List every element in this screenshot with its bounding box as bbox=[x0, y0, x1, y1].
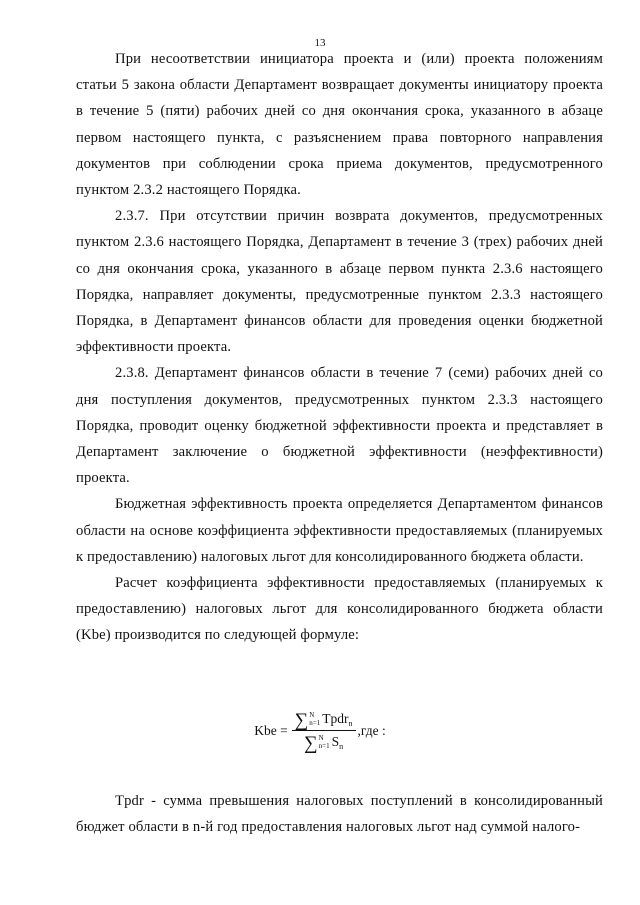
sum-lower-limit: n=1 bbox=[318, 742, 330, 750]
sum-symbol: ∑ bbox=[304, 732, 318, 754]
paragraph-2-3-7: 2.3.7. При отсутствии причин возврата документов, предусмотренных пунктом 2.3.6 настоящего Порядка, Департамент в течение 3 (трех) рабочих дней со дня окончания срока, указанного в абзаце первом пункта 2.3.6 настоящего Порядка, направляет документы, предусмотренные пунктом 2.3.3 настоящего Порядка, в Департамент финансов области для проведения оценки бюджетной эффективности проекта. bbox=[76, 208, 603, 356]
paragraph-tpdr-definition: Tpdr - сумма превышения налоговых поступлений в консолидированный бюджет области в n-й год предоставления налоговых льгот над суммой налого- bbox=[76, 793, 603, 836]
paragraph-2-3-8: 2.3.8. Департамент финансов области в течение 7 (семи) рабочих дней со дня поступления документов, предусмотренных пунктом 2.3.3 настоящего Порядка, проводит оценку бюджетной эффективности проекта и представляет в Департамент заключение о бюджетной эффективности (неэффективности) проекта. bbox=[76, 365, 603, 487]
page-number: 13 bbox=[314, 37, 326, 49]
paragraph-coefficient-calculation: Расчет коэффициента эффективности предоставляемых (планируемых к предоставлению) налоговых льгот для консолидированного бюджета области (Kbe) производится по следующей формуле: bbox=[76, 575, 603, 644]
sum-lower-limit: n=1 bbox=[309, 719, 321, 727]
sum-upper-limit: N bbox=[318, 734, 324, 742]
kbe-formula bbox=[0, 708, 640, 753]
sum-upper-limit: N bbox=[309, 711, 315, 719]
denominator-subscript: n bbox=[339, 741, 344, 751]
sum-symbol: ∑ bbox=[294, 709, 309, 731]
formula-tail: ,где : bbox=[357, 722, 386, 738]
paragraph-budget-efficiency: Бюджетная эффективность проекта определяется Департаментом финансов области на основе коэффициента эффективности предоставляемых (планируемых к предоставлению) налоговых льгот для консолидированного бюджета области. bbox=[76, 496, 603, 565]
numerator-subscript: n bbox=[348, 718, 353, 728]
formula-fraction bbox=[292, 708, 356, 753]
numerator-term: Tpdr bbox=[322, 711, 349, 726]
document-body bbox=[76, 46, 603, 649]
paragraph-return-documents: При несоответствии инициатора проекта и (или) проекта положениям статьи 5 закона области Департамент возвращает документы инициатору проекта в течение 5 (пяти) рабочих дней со дня окончания срока, указанного в абзаце первом настоящего пункта, с разъяснением права повторного направления документов при соблюдении срока приема документов, предусмотренного пунктом 2.3.2 настоящего Порядка. bbox=[76, 51, 603, 199]
formula-denominator bbox=[301, 731, 346, 753]
document-body-continued bbox=[76, 788, 603, 840]
sum-limits bbox=[319, 734, 330, 750]
sum-limits bbox=[309, 711, 320, 727]
formula-lhs: Kbe = bbox=[254, 722, 288, 738]
denominator-term: S bbox=[331, 734, 340, 749]
formula-numerator bbox=[292, 708, 356, 730]
